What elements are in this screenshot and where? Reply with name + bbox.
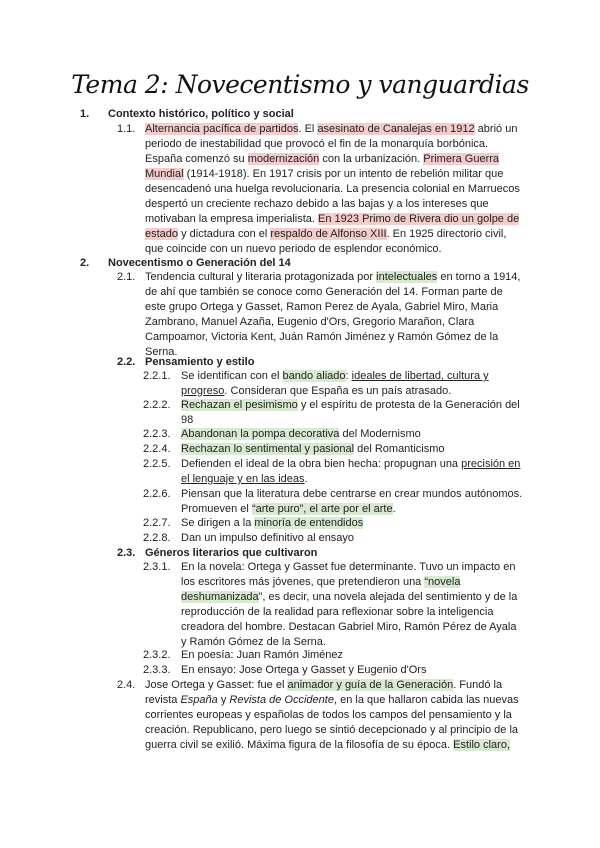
- body-text: Dan un impulso definitivo al ensayo: [181, 532, 355, 544]
- item-2-3-1-text: [181, 560, 525, 650]
- body-text: y el espíritu de protesta de la Generación del 98: [181, 399, 520, 426]
- body-text: del Romanticismo: [354, 443, 445, 455]
- body-text: Defienden el ideal de la obra bien hecha: propugnan una: [181, 458, 462, 470]
- body-text: del Modernismo: [339, 428, 421, 440]
- highlight-text: “novela deshumanizada: [181, 576, 461, 603]
- highlight-text: bando aliado: [282, 370, 346, 382]
- item-2-2-8-number: 2.2.8.: [143, 532, 171, 544]
- section-1-heading: Contexto histórico, político y social: [108, 108, 294, 120]
- body-text: abrió un periodo de inestabilidad que provocó el fin de la monarquía borbónica. España comenzó su: [145, 123, 518, 165]
- body-text: (1914-1918). En 1917 crisis por un intento de rebelión militar que desencadenó una huelga revolucionaria. La presencia colonial en Marruecos despertó un creciente rechazo debido a las bajas y a los intereses que motivaban la empresa imperialista.: [145, 168, 520, 225]
- item-2-4-number: 2.4.: [117, 679, 136, 691]
- italic-text: España: [180, 694, 218, 706]
- highlight-text: Rechazan el pesimismo: [181, 399, 298, 411]
- item-2-3-3-number: 2.3.3.: [143, 664, 171, 676]
- item-2-2-3-number: 2.2.3.: [143, 428, 171, 440]
- body-text: En ensayo: Jose Ortega y Gasset y Eugenio d'Ors: [181, 664, 427, 676]
- body-text: y: [217, 694, 230, 706]
- item-2-3-heading: Géneros literarios que cultivaron: [145, 547, 318, 559]
- highlight-text: Abandonan la pompa decorativa: [181, 428, 340, 440]
- item-2-2-5-number: 2.2.5.: [143, 458, 171, 470]
- underlined-text: ideales de libertad, cultura y progreso: [181, 370, 489, 397]
- body-text: Jose Ortega y Gasset: fue el: [145, 679, 288, 691]
- highlight-text: “arte puro”, el arte por el arte: [251, 503, 393, 515]
- body-text: .: [304, 473, 308, 485]
- page-title: Tema 2: Novecentismo y vanguardias: [71, 70, 529, 99]
- item-2-2-8-text: [181, 531, 525, 546]
- item-2-3-2-number: 2.3.2.: [143, 649, 171, 661]
- underlined-text: precisión en el lenguaje y en las ideas: [181, 458, 521, 485]
- item-2-1-paragraph: [145, 270, 525, 360]
- item-2-4-paragraph: [145, 678, 525, 753]
- section-2-number: 2.: [80, 257, 90, 269]
- item-2-2-2-text: [181, 398, 525, 428]
- item-2-2-number: 2.2.: [117, 356, 136, 368]
- item-2-2-2-number: 2.2.2.: [143, 399, 171, 411]
- section-1-number: 1.: [80, 108, 90, 120]
- item-2-2-heading: Pensamiento y estilo: [145, 356, 255, 368]
- highlight-text: En 1923 Primo de Rivera dio un golpe de estado: [145, 213, 520, 240]
- section-2-heading: Novecentismo o Generación del 14: [108, 257, 291, 269]
- highlight-text: respaldo de Alfonso XIII: [270, 228, 387, 240]
- body-text: en torno a 1914, de ahí que también se conoce como Generación del 14. Forman parte de este grupo Ortega y Gasset, Ramon Perez de Ayala, Gabriel Miro, Maria Zambrano, Manuel Azaña, Eugenio d'Ors, Gregorio Marañon, Clara Campoamor, Victoria Kent, Juán Ramón Jiménez y Ramón Gómez de la Serna.: [145, 271, 521, 358]
- body-text: . Consideran que España es un país atrasado.: [224, 385, 452, 397]
- body-text: , en la que hallaron cabida las nuevas corrientes europeas y españolas de todos los campos del pensamiento y la creación. Republicano, pero luego se sintió decepcionado y al principio de la guerra civil se exilió. Máxima figura de la filosofía de su época.: [145, 694, 519, 751]
- body-text: Piensan que la literatura debe centrarse en crear mundos autónomos. Promueven el: [181, 488, 523, 515]
- item-2-3-number: 2.3.: [117, 547, 136, 559]
- item-2-2-1-number: 2.2.1.: [143, 370, 171, 382]
- item-2-2-7-text: [181, 516, 525, 531]
- body-text: . En 1925 directorio civil, que coincide con un nuevo periodo de esplendor económico.: [145, 228, 507, 255]
- body-text: Se identifican con el: [181, 370, 283, 382]
- item-2-2-6-text: [181, 487, 525, 517]
- item-2-1-number: 2.1.: [117, 271, 136, 283]
- item-2-3-2-text: [181, 648, 525, 663]
- item-1-1-number: 1.1.: [117, 123, 136, 135]
- item-1-1-paragraph: [145, 122, 525, 257]
- body-text: ”, es decir, una novela alejada del sentimiento y de la reproducción de la realidad para reflexionar sobre la inteligencia creadora del hombre. Destacan Gabriel Miro, Ramón Pérez de Ayala y Ramón Gómez de la Serna.: [181, 591, 518, 648]
- body-text: :: [345, 370, 352, 382]
- body-text: .: [392, 503, 396, 515]
- highlight-text: Alternancia pacífica de partidos: [145, 123, 299, 135]
- item-2-2-4-text: [181, 442, 525, 457]
- item-2-2-5-text: [181, 457, 525, 487]
- highlight-text: asesinato de Canalejas en 1912: [317, 123, 475, 135]
- highlight-text: Primera Guerra Mundial: [145, 153, 500, 180]
- highlight-text: Rechazan lo sentimental y pasional: [181, 443, 355, 455]
- item-2-2-6-number: 2.2.6.: [143, 488, 171, 500]
- body-text: Se dirigen a la: [181, 517, 255, 529]
- item-2-2-3-text: [181, 427, 525, 442]
- highlight-text: modernización: [247, 153, 320, 165]
- body-text: con la urbanización.: [319, 153, 424, 165]
- item-2-2-4-number: 2.2.4.: [143, 443, 171, 455]
- body-text: . Fundó la revista: [145, 679, 503, 706]
- body-text: En la novela: Ortega y Gasset fue determinante. Tuvo un impacto en los escritores más jóvenes, que pretendieron una: [181, 561, 516, 588]
- item-2-3-1-number: 2.3.1.: [143, 561, 171, 573]
- body-text: En poesía: Juan Ramón Jiménez: [181, 649, 344, 661]
- body-text: y dictadura con el: [178, 228, 271, 240]
- highlight-text: intelectuales: [376, 271, 438, 283]
- highlight-text: animador y guía de la Generación: [287, 679, 454, 691]
- body-text: Tendencia cultural y literaria protagonizada por: [145, 271, 377, 283]
- body-text: . El: [298, 123, 318, 135]
- item-2-2-1-text: [181, 369, 525, 399]
- item-2-2-7-number: 2.2.7.: [143, 517, 171, 529]
- highlight-text: minoría de entendidos: [254, 517, 364, 529]
- highlight-text: Estilo claro,: [453, 739, 511, 751]
- item-2-3-3-text: [181, 663, 525, 678]
- italic-text: Revista de Occidente: [229, 694, 334, 706]
